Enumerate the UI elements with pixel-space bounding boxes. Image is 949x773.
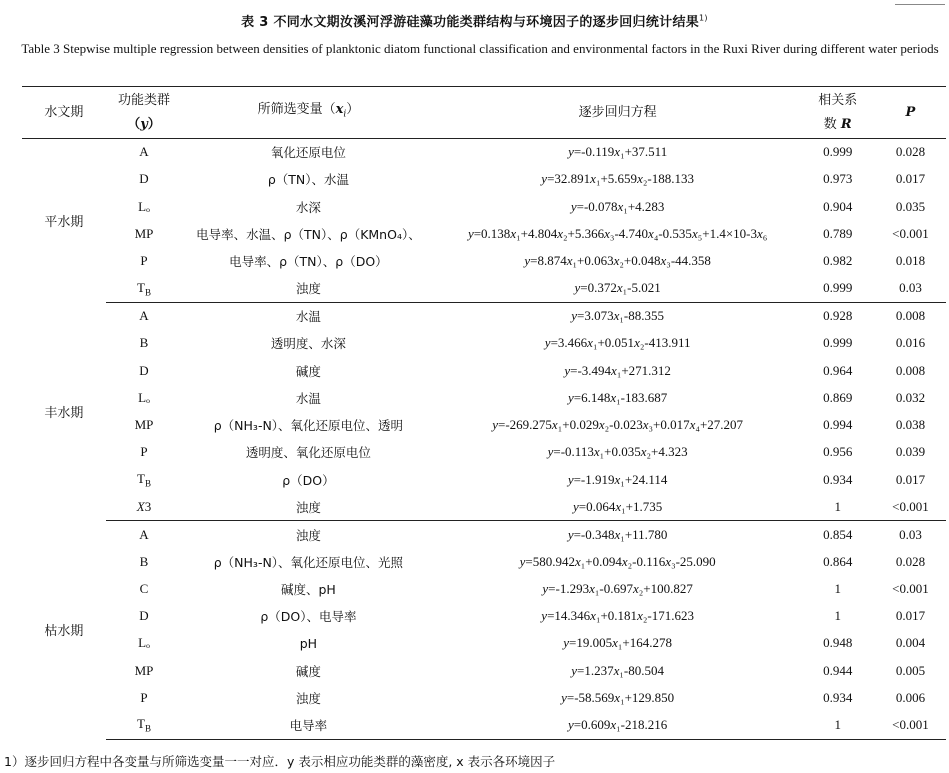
table-row [22,684,946,711]
vars-cell: ρ（NH₃-N）、氧化还原电位、透明 [213,418,404,434]
page-edge-mark [895,0,945,5]
group-cell: P [140,690,148,706]
group-cell: B [139,335,149,351]
group-cell: P [140,253,148,269]
p-cell: 0.004 [895,635,926,651]
group-cell: MP [134,226,154,242]
period-group [22,139,946,303]
header-p: P [875,87,946,139]
vars-cell: 透明度、水深 [270,336,346,352]
header-group-line1: 功能类群 [117,92,170,108]
table-caption-en: Table 3 Stepwise multiple regression between densities of planktonic diatom functional classification and environmental factors in the Ruxi River during different water periods [21,41,939,56]
table-row [22,384,946,411]
table-row [22,630,946,657]
p-cell: 0.03 [875,275,946,302]
header-r-line2: 数 R [823,116,852,132]
p-cell: 0.017 [895,608,926,624]
equation-cell: y=8.874x₁+0.063x₂+0.048x₃-44.358 [524,253,711,269]
p-cell: 0.005 [895,662,926,678]
vars-cell: pH [299,635,318,651]
vars-cell: ρ（DO）、电导率 [260,609,357,625]
vars-cell: 电导率 [182,712,434,739]
equation-cell: y=3.466x₁+0.051x₂-413.911 [544,335,691,351]
header-group [106,87,182,139]
table-row [22,657,946,684]
r-cell: 0.789 [823,226,853,242]
equation-cell: y=-1.293x₁-0.697x₂+100.827 [542,580,693,596]
r-cell: 0.999 [801,275,875,302]
r-cell: 1 [834,608,841,624]
table-row [22,466,946,493]
table-row [22,248,946,275]
group-cell: C [139,580,149,596]
equation-cell: y=0.372x₁-5.021 [435,275,801,302]
vars-cell: 电导率、ρ（TN）、ρ（DO） [229,254,388,270]
p-cell: 0.028 [895,144,926,160]
table-row [22,439,946,466]
header-vars: 所筛选变量$(x_i)$ [182,87,434,139]
p-cell: 0.008 [895,308,926,324]
vars-cell: 水温 [295,390,321,406]
period-cell: 平水期 [44,215,84,231]
equation-cell: y=-3.494x₁+271.312 [564,362,671,378]
p-cell: <0.001 [875,712,946,739]
r-cell: 0.934 [823,690,853,706]
r-cell: 0.964 [823,362,853,378]
equation-cell: y=-0.113x₁+0.035x₂+4.323 [547,444,688,460]
r-cell: 0.999 [823,335,853,351]
group-cell: D [139,171,149,187]
equation-cell: y=-58.569x₁+129.850 [561,690,675,706]
r-cell: 0.956 [823,444,853,460]
equation-cell: y=-0.119x₁+37.511 [568,144,668,160]
equation-cell: y=0.609x₁-218.216 [435,712,801,739]
r-cell: 0.999 [823,144,853,160]
p-cell: 0.016 [895,335,926,351]
p-cell: 0.006 [895,690,926,706]
r-cell: 0.973 [823,171,853,187]
p-cell: <0.001 [875,493,946,520]
period-group [22,521,946,739]
group-cell: Lₒ [138,635,150,651]
group-cell: X3 [106,493,182,520]
header-group-line2: （y） [127,116,161,132]
group-cell: A [139,144,149,160]
equation-cell: y=3.073x₁-88.355 [571,308,665,324]
p-cell: 0.008 [895,362,926,378]
equation-cell: y=0.138x₁+4.804x₂+5.366x₃-4.740x₄-0.535x₅+1.4×10-3x₆ [467,226,768,242]
table-row [22,548,946,575]
vars-cell: 碱度 [295,663,321,679]
p-cell: 0.039 [895,444,926,460]
equation-cell: y=580.942x₁+0.094x₂-0.116x₃-25.090 [519,553,716,569]
vars-cell: 水深 [295,199,321,215]
r-cell: 0.864 [823,553,853,569]
vars-cell: 电导率、水温、ρ（TN）、ρ（KMnO₄）、 [196,227,421,243]
header-period: 水文期 [22,87,106,139]
vars-cell: ρ（NH₃-N）、氧化还原电位、光照 [213,554,404,570]
group-cell: Lₒ [138,198,150,214]
p-cell: 0.03 [899,526,922,542]
group-cell: D [139,608,149,624]
table-row [22,166,946,193]
header-r-line1: 相关系 [818,92,858,108]
vars-cell: 浊度 [295,691,321,707]
table-row [22,193,946,220]
vars-cell: 浊度 [295,527,321,543]
vars-cell: 氧化还原电位 [270,145,346,161]
vars-cell: 碱度 [295,363,321,379]
p-cell: 0.028 [895,553,926,569]
group-cell: B [139,553,149,569]
table-row [22,357,946,384]
r-cell: 1 [834,580,841,596]
table-row [22,521,946,548]
p-cell: <0.001 [892,226,929,242]
vars-cell: 浊度 [182,275,434,302]
header-equation: 逐步回归方程 [435,87,801,139]
period-cell: 丰水期 [44,405,84,421]
period-group [22,302,946,520]
equation-cell: y=-1.919x₁+24.114 [567,471,668,487]
vars-cell: 透明度、氧化还原电位 [245,445,371,461]
table-row [22,139,946,166]
r-cell: 0.928 [823,308,853,324]
group-cell: Lₒ [138,389,150,405]
vars-cell: 碱度、pH [280,581,336,597]
r-cell: 1 [801,493,875,520]
r-cell: 0.994 [823,417,853,433]
group-cell: A [139,526,149,542]
group-cell: $T_B$ [106,712,182,739]
r-cell: 0.869 [823,389,853,405]
p-cell: 0.035 [895,198,926,214]
table-row [22,302,946,329]
regression-table [22,86,946,740]
table-row [22,220,946,247]
table-row [22,603,946,630]
p-cell: 0.018 [895,253,926,269]
period-cell: 枯水期 [44,624,84,640]
equation-cell: y=-0.078x₁+4.283 [570,198,665,214]
equation-cell: y=-0.348x₁+11.780 [567,526,668,542]
equation-cell: y=6.148x₁-183.687 [567,389,668,405]
table-header [22,87,946,139]
vars-cell: 浊度 [182,493,434,520]
group-cell: MP [134,662,154,678]
table-row [22,275,946,302]
r-cell: 1 [801,712,875,739]
equation-cell: y=1.237x₁-80.504 [571,662,665,678]
vars-cell: ρ（TN）、水温 [267,172,349,188]
group-cell: A [139,308,149,324]
p-cell: <0.001 [892,580,929,596]
group-cell: $T_B$ [137,470,151,489]
r-cell: 0.854 [823,526,853,542]
r-cell: 0.982 [823,253,853,269]
group-cell: $T_B$ [106,275,182,302]
r-cell: 0.948 [823,635,853,651]
r-cell: 0.904 [823,198,853,214]
table-row [22,330,946,357]
caption-footnote-mark: 1) [699,13,708,23]
equation-cell: y=32.891x₁+5.659x₂-188.133 [541,171,694,187]
p-cell: 0.038 [895,417,926,433]
r-cell: 0.934 [823,471,853,487]
caption-cn-text: 表 3 不同水文期汝溪河浮游硅藻功能类群结构与环境因子的逐步回归统计结果 [241,15,700,30]
vars-cell: ρ（DO） [282,472,335,488]
equation-cell: y=0.064x₁+1.735 [435,493,801,520]
r-cell: 0.944 [823,662,853,678]
table-row [22,411,946,438]
table-row [22,493,946,520]
vars-cell: 水温 [295,309,321,325]
p-cell: 0.032 [895,389,926,405]
group-cell: P [140,444,148,460]
group-cell: MP [134,417,154,433]
header-r [801,87,875,139]
p-cell: 0.017 [895,471,926,487]
table-footnote: 1）逐步回归方程中各变量与所筛选变量一一对应．y 表示相应功能类群的藻密度, x 表示各环境因子 [4,754,556,769]
table-row [22,575,946,602]
table-caption-cn [0,11,949,30]
equation-cell: y=-269.275x₁+0.029x₂-0.023x₃+0.017x₄+27.207 [492,417,744,433]
equation-cell: y=19.005x₁+164.278 [563,635,673,651]
equation-cell: y=14.346x₁+0.181x₂-171.623 [541,608,694,624]
table-row [22,712,946,739]
group-cell: D [139,362,149,378]
p-cell: 0.017 [895,171,926,187]
